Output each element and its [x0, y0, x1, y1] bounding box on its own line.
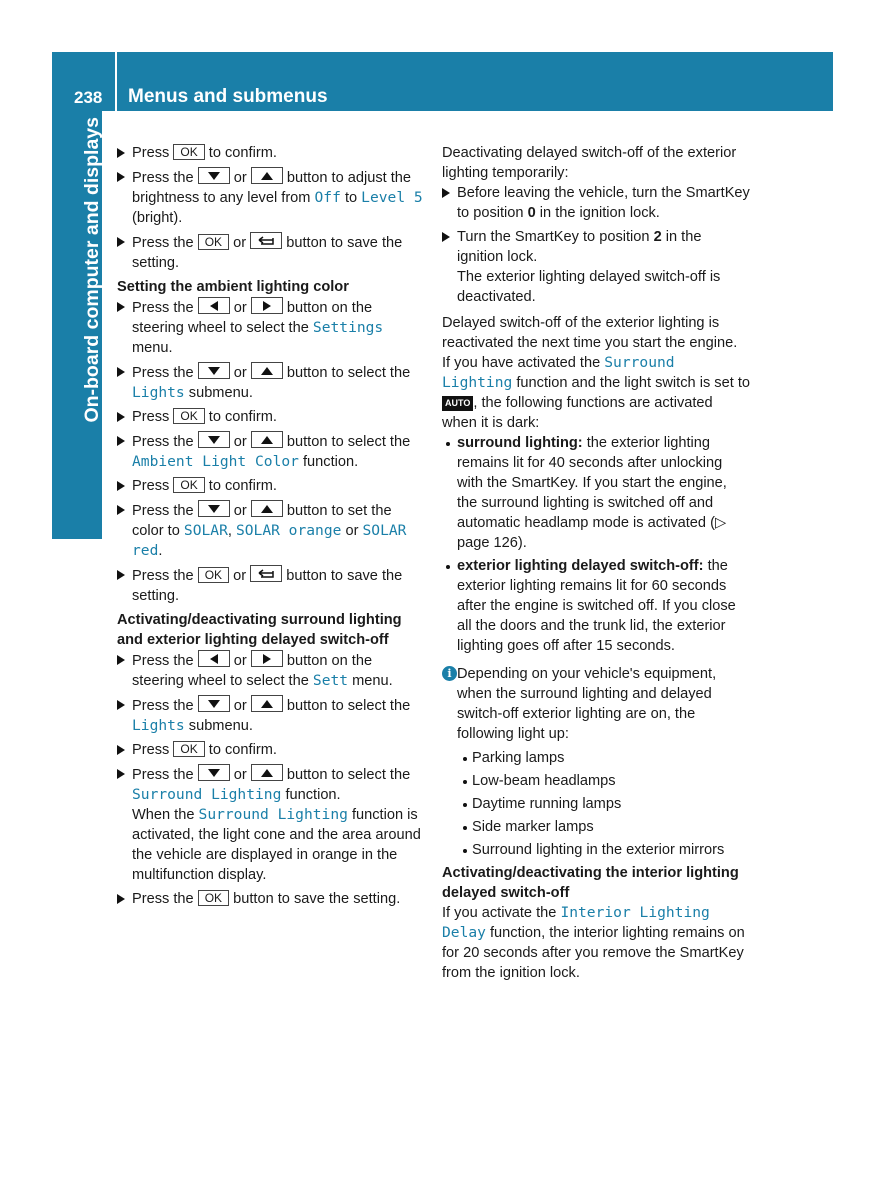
ok-key: OK: [173, 408, 204, 424]
step-arrow-icon: [117, 505, 125, 515]
bullet-surround-lighting: surround lighting: the exterior lighting remains lit for 40 seconds after unlocking with the SmartKey. If you start the engine, the surround lighting is switched off and automatic headlamp mode is activated (▷ page 126).: [442, 433, 750, 553]
step-arrow-icon: [117, 700, 125, 710]
step-select-surround: Press the or button to select the Surround Lighting function. When the Surround Lighting function is activated, the light cone and the area around the vehicle are displayed in orange in the multifunction display.: [117, 764, 425, 885]
up-button-icon: [251, 167, 283, 184]
down-button-icon: [198, 500, 230, 517]
down-button-icon: [198, 431, 230, 448]
step-select-sett: Press the or button on the steering wheel to select the Sett menu.: [117, 650, 425, 691]
page-header: [52, 52, 833, 111]
step-press-ok: Press OK to confirm.: [117, 740, 425, 760]
list-item: Surround lighting in the exterior mirrors: [442, 840, 750, 860]
back-button-icon: [250, 232, 282, 249]
list-item: Side marker lamps: [442, 817, 750, 837]
intro-paragraph: Deactivating delayed switch-off of the exterior lighting temporarily:: [442, 145, 737, 181]
step-turn-key-2: Turn the SmartKey to position 2 in the ignition lock. The exterior lighting delayed switch-off is deactivated.: [442, 227, 750, 307]
step-arrow-icon: [117, 367, 125, 377]
ok-key: OK: [198, 890, 229, 906]
left-button-icon: [198, 650, 230, 667]
ok-key: OK: [173, 144, 204, 160]
reactivated-paragraph: Delayed switch-off of the exterior lighting is reactivated the next time you start the engine.: [442, 315, 738, 351]
step-arrow-icon: [117, 172, 125, 182]
step-press-ok: Press OK to confirm.: [117, 476, 425, 496]
step-arrow-icon: [117, 302, 125, 312]
page-title: Menus and submenus: [128, 86, 328, 107]
down-button-icon: [198, 167, 230, 184]
auto-switch-icon: AUTO: [442, 396, 473, 411]
step-set-color: Press the or button to set the color to SOLAR, SOLAR orange or SOLAR red.: [117, 500, 425, 561]
right-button-icon: [251, 297, 283, 314]
step-arrow-icon: [117, 655, 125, 665]
section-heading-interior: Activating/deactivating the interior lighting delayed switch-off: [442, 865, 739, 901]
step-adjust-brightness: Press the or button to adjust the brightness to any level from Off to Level 5 (bright).: [117, 167, 425, 228]
step-turn-key-0: Before leaving the vehicle, turn the SmartKey to position 0 in the ignition lock.: [442, 183, 750, 223]
step-arrow-icon: [117, 745, 125, 755]
up-button-icon: [251, 362, 283, 379]
ok-key: OK: [198, 567, 229, 583]
step-press-ok: Press OK to confirm.: [117, 143, 425, 163]
down-button-icon: [198, 362, 230, 379]
surround-paragraph: If you have activated the Surround Lighting function and the light switch is set to AUTO , the following functions are activated when it is dark:: [442, 354, 750, 431]
step-press-ok: Press OK to confirm.: [117, 407, 425, 427]
left-button-icon: [198, 297, 230, 314]
section-heading-ambient: Setting the ambient lighting color: [117, 279, 349, 295]
step-select-settings: Press the or button on the steering wheel to select the Settings menu.: [117, 297, 425, 358]
step-arrow-icon: [117, 769, 125, 779]
lamp-list: [442, 748, 750, 860]
step-arrow-icon: [117, 412, 125, 422]
ok-key: OK: [173, 741, 204, 757]
step-select-lights: Press the or button to select the Lights submenu.: [117, 362, 425, 403]
ok-key: OK: [173, 477, 204, 493]
step-select-ambient: Press the or button to select the Ambient Light Color function.: [117, 431, 425, 472]
info-icon: i: [442, 666, 457, 681]
step-save-2: Press the OK or button to save the setting.: [117, 565, 425, 606]
page-number: 238: [74, 88, 103, 107]
step-arrow-icon: [117, 570, 125, 580]
up-button-icon: [251, 500, 283, 517]
step-arrow-icon: [442, 188, 450, 198]
right-button-icon: [251, 650, 283, 667]
step-save-1: Press the OK or button to save the setting.: [117, 232, 425, 273]
interior-paragraph: If you activate the Interior Lighting Delay function, the interior lighting remains on for 20 seconds after you remove the SmartKey from the ignition lock.: [442, 904, 745, 981]
step-arrow-icon: [442, 232, 450, 242]
back-button-icon: [250, 565, 282, 582]
down-button-icon: [198, 695, 230, 712]
list-item: Low-beam headlamps: [442, 771, 750, 791]
step-arrow-icon: [117, 148, 125, 158]
chapter-label: On-board computer and displays: [81, 117, 103, 423]
step-arrow-icon: [117, 436, 125, 446]
list-item: Parking lamps: [442, 748, 750, 768]
header-divider: [115, 52, 117, 111]
info-note: i Depending on your vehicle's equipment, when the surround lighting and delayed switch-off exterior lighting are on, the following light up:: [442, 664, 750, 744]
list-item: Daytime running lamps: [442, 794, 750, 814]
step-arrow-icon: [117, 894, 125, 904]
bullet-delayed-switch-off: exterior lighting delayed switch-off: the exterior lighting remains lit for 60 seconds after the engine is switched off. If you close all the doors and the trunk lid, the exterior lighting goes off after 15 seconds.: [442, 556, 750, 656]
section-heading-surround: Activating/deactivating surround lighting and exterior lighting delayed switch-off: [117, 612, 402, 648]
right-column: [442, 143, 750, 983]
step-save-3: Press the OK button to save the setting.: [117, 889, 425, 909]
up-button-icon: [251, 764, 283, 781]
chapter-tab: [52, 111, 102, 539]
up-button-icon: [251, 431, 283, 448]
up-button-icon: [251, 695, 283, 712]
ok-key: OK: [198, 234, 229, 250]
step-select-lights: Press the or button to select the Lights submenu.: [117, 695, 425, 736]
left-column: [117, 143, 425, 913]
step-arrow-icon: [117, 237, 125, 247]
step-arrow-icon: [117, 481, 125, 491]
down-button-icon: [198, 764, 230, 781]
